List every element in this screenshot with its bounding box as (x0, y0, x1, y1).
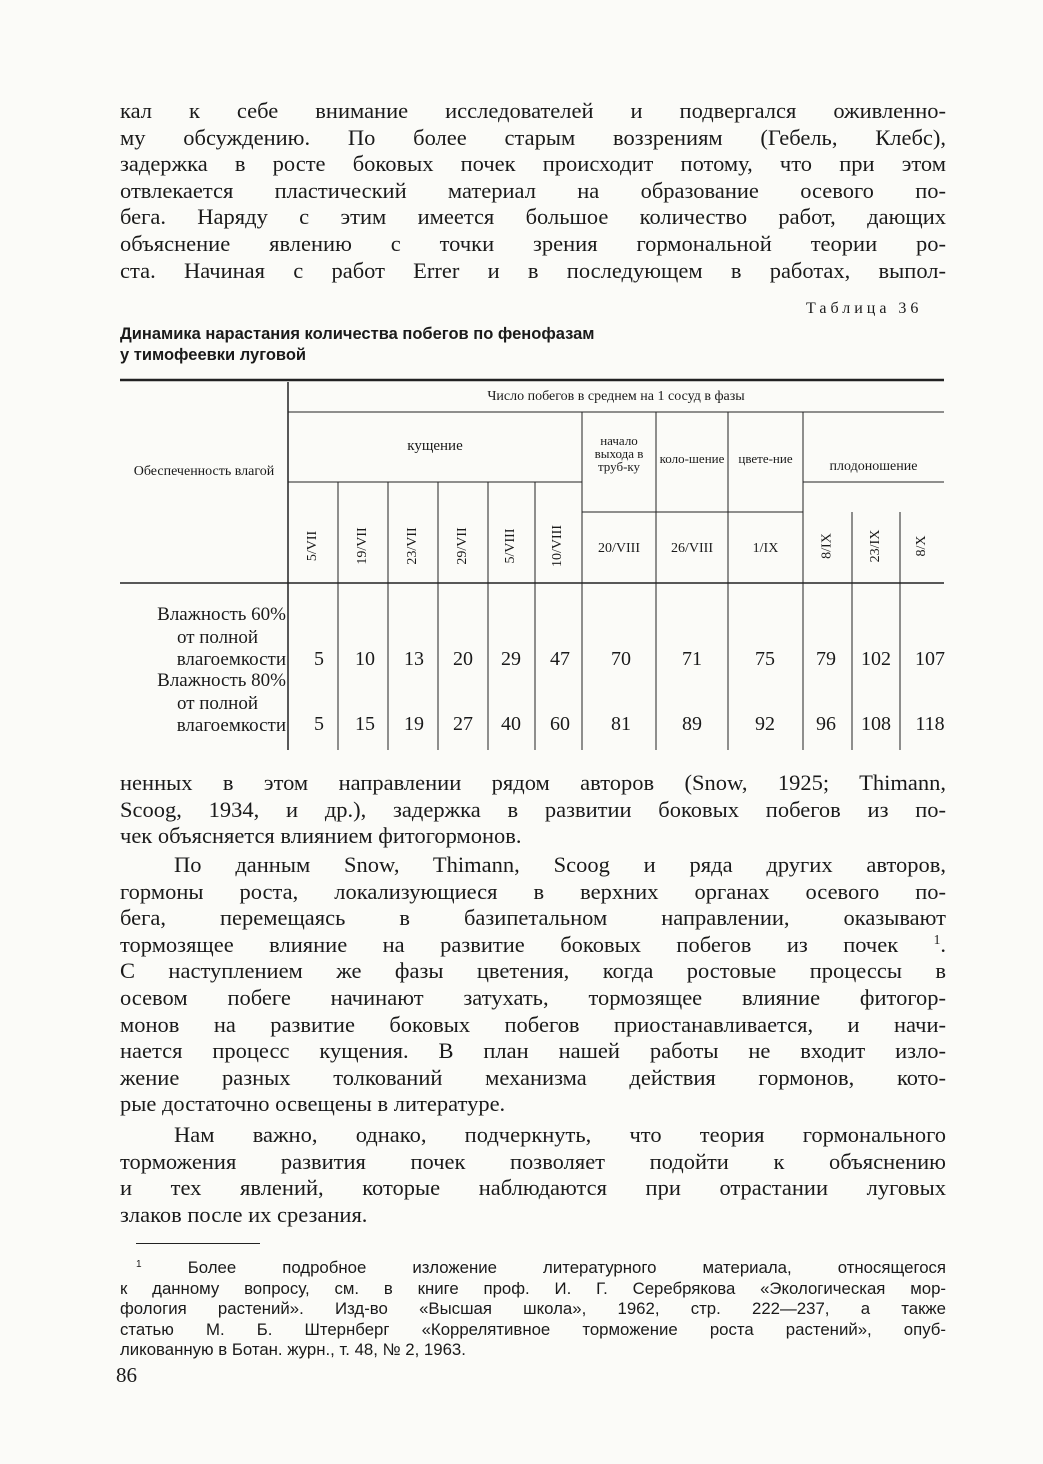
text-line-content: По данным Snow, Thimann, Scoog и ряда других авторов, (174, 852, 946, 877)
paragraph-continuation (120, 770, 946, 850)
text-line-content: тормозящее влияние на развитие боковых побегов из почек (120, 931, 899, 957)
table-cell: 19 (404, 713, 424, 735)
phase-fruiting: плодоношение (829, 459, 918, 474)
date-header: 5/VIII (503, 528, 518, 564)
table-cell: 89 (682, 713, 702, 735)
footnote-line (120, 1258, 946, 1279)
date-header: 23/VII (405, 527, 420, 565)
date-header: 5/VII (305, 530, 320, 562)
date-header: 1/IX (752, 541, 779, 556)
phase-booting-text: начало выхода в труб-ку (594, 433, 644, 474)
text-line: бега. Наряду с этим имеется большое количество работ, дающих (120, 204, 946, 230)
page-number: 86 (116, 1363, 137, 1387)
text-line (120, 1122, 946, 1149)
text-line: гормоны роста, локализующиеся в верхних органах осевого по- (120, 878, 946, 904)
table-cell: 79 (816, 648, 836, 670)
text-line: задержка в росте боковых почек происходит потому, что при этом (120, 151, 946, 177)
footnote-line: статью М. Б. Штернберг «Коррелятивное торможение роста растений», опуб- (120, 1319, 946, 1339)
table-cell: 70 (611, 648, 631, 670)
table-cell: 20 (453, 648, 473, 670)
phase-flowering (728, 452, 803, 465)
text-line: му обсуждению. По более старым воззрениям (Гебель, Клебс), (120, 124, 946, 150)
footnote-line-content: Более подробное изложение литературного материала, относящегося (187, 1258, 947, 1277)
row-label-line: влагоемкости (176, 715, 286, 736)
paragraph-hormones (120, 852, 946, 1118)
text-line: кал к себе внимание исследователей и подвергался оживленно- (120, 98, 946, 123)
table-cell: 40 (501, 713, 521, 735)
text-line: бега, перемещаясь в базипетальном направлении, оказывают (120, 905, 946, 931)
row-label-line: от полной (176, 626, 258, 648)
text-line: С наступлением же фазы цветения, когда ростовые процессы в (120, 958, 946, 984)
table-cell: 107 (915, 648, 945, 670)
date-header: 19/VII (355, 527, 370, 565)
text-line (120, 852, 946, 879)
table-cell: 27 (453, 713, 473, 735)
text-line: тормозящее влияние на развитие боковых побегов из почек $^1$. (120, 931, 947, 957)
table-cell: 15 (355, 713, 375, 735)
date-header: 23/IX (868, 529, 883, 563)
table-cell: 71 (682, 648, 702, 670)
paragraph-conclusion (120, 1122, 946, 1228)
group-header: Число побегов в среднем на 1 сосуд в фазы (487, 389, 745, 404)
text-line: отвлекается пластический материал на образование осевого по- (120, 177, 946, 203)
row-label-line: Влажность 60% (157, 604, 286, 625)
phase-booting (582, 434, 656, 473)
date-header: 8/X (914, 535, 929, 557)
text-line: нается процесс кущения. В план нашей работы не входит изло- (120, 1038, 946, 1064)
table-cell: 13 (404, 648, 424, 670)
date-header: 8/IX (819, 533, 835, 559)
text-line: Scoog, 1934, и др.), задержка в развитии боковых побегов из по- (120, 796, 946, 822)
row-label-80 (120, 670, 286, 738)
table-cell: 108 (861, 713, 891, 735)
row-header-text: Обеспеченность влагой (133, 464, 275, 479)
data-table (120, 378, 944, 750)
footnote-number: 1 (136, 1258, 142, 1270)
table-cell: 81 (611, 713, 631, 735)
date-header: 10/VIII (550, 525, 565, 567)
text-line: рые достаточно освещены в литературе. (120, 1091, 506, 1117)
text-line: осевом побеге начинают затухать, тормозящее влияние фитогор- (120, 984, 946, 1010)
row-label-60 (120, 604, 286, 672)
text-line: монов на развитие боковых побегов приостанавливается, и начи- (120, 1011, 946, 1037)
text-line: ненных в этом направлении рядом авторов (Snow, 1925; Thimann, (120, 770, 946, 795)
phase-tillering: кущение (407, 438, 463, 454)
row-header (120, 464, 288, 479)
footnote-line: к данному вопросу, см. в книге проф. И. Г. Серебрякова «Экологическая мор- (120, 1278, 946, 1298)
text-line: ста. Начиная с работ Errer и в последующем в работах, выпол- (120, 257, 946, 283)
row-label-line: от полной (176, 692, 258, 714)
phase-heading (656, 452, 728, 465)
table-cell: 96 (816, 713, 836, 735)
table-cell: 47 (550, 648, 570, 670)
footnote-line: фология растений». Изд-во «Высшая школа», 1962, стр. 222—237, а также (120, 1299, 946, 1318)
table-cell: 75 (755, 648, 775, 670)
row-label-line: Влажность 80% (157, 670, 286, 691)
table-cell: 5 (314, 648, 324, 670)
text-line: чек объясняется влиянием фитогормонов. (120, 823, 522, 849)
footnote (120, 1258, 946, 1361)
paragraph-intro (120, 98, 946, 284)
table-cell: 102 (861, 648, 891, 670)
table-cell: 10 (355, 648, 375, 670)
table-cell: 118 (915, 713, 945, 735)
table-caption-line: Динамика нарастания количества побегов по фенофазам (120, 325, 595, 343)
footnote-divider (136, 1243, 260, 1244)
table-caption (120, 324, 760, 366)
footnote-marker: 1 (933, 931, 941, 947)
table-caption-line: у тимофеевки луговой (120, 346, 307, 364)
text-line: торможения развития почек позволяет подойти к объяснению (120, 1148, 946, 1174)
text-line-content: Нам важно, однако, подчеркнуть, что теория гормонального (174, 1122, 946, 1147)
table-cell: 60 (550, 713, 570, 735)
phase-flowering-text: цвете-ние (738, 451, 793, 466)
table-label: Таблица 36 (806, 300, 923, 317)
date-header: 20/VIII (598, 541, 640, 556)
date-header: 26/VIII (671, 541, 713, 556)
footnote-line: ликованную в Ботан. журн., т. 48, № 2, 1963. (120, 1340, 466, 1359)
table-cell: 92 (755, 713, 775, 735)
phase-heading-text: коло-шение (659, 451, 725, 466)
text-line: и тех явлений, которые наблюдаются при отрастании луговых (120, 1175, 946, 1201)
table-cell: 29 (501, 648, 521, 670)
date-header: 29/VII (455, 527, 470, 565)
table-cell: 5 (314, 713, 324, 735)
row-label-line: влагоемкости (176, 649, 286, 670)
text-line: объяснение явлению с точки зрения гормональной теории ро- (120, 230, 946, 256)
text-line: злаков после их срезания. (120, 1201, 368, 1227)
text-line: жение разных толкований механизма действия гормонов, кото- (120, 1064, 946, 1090)
